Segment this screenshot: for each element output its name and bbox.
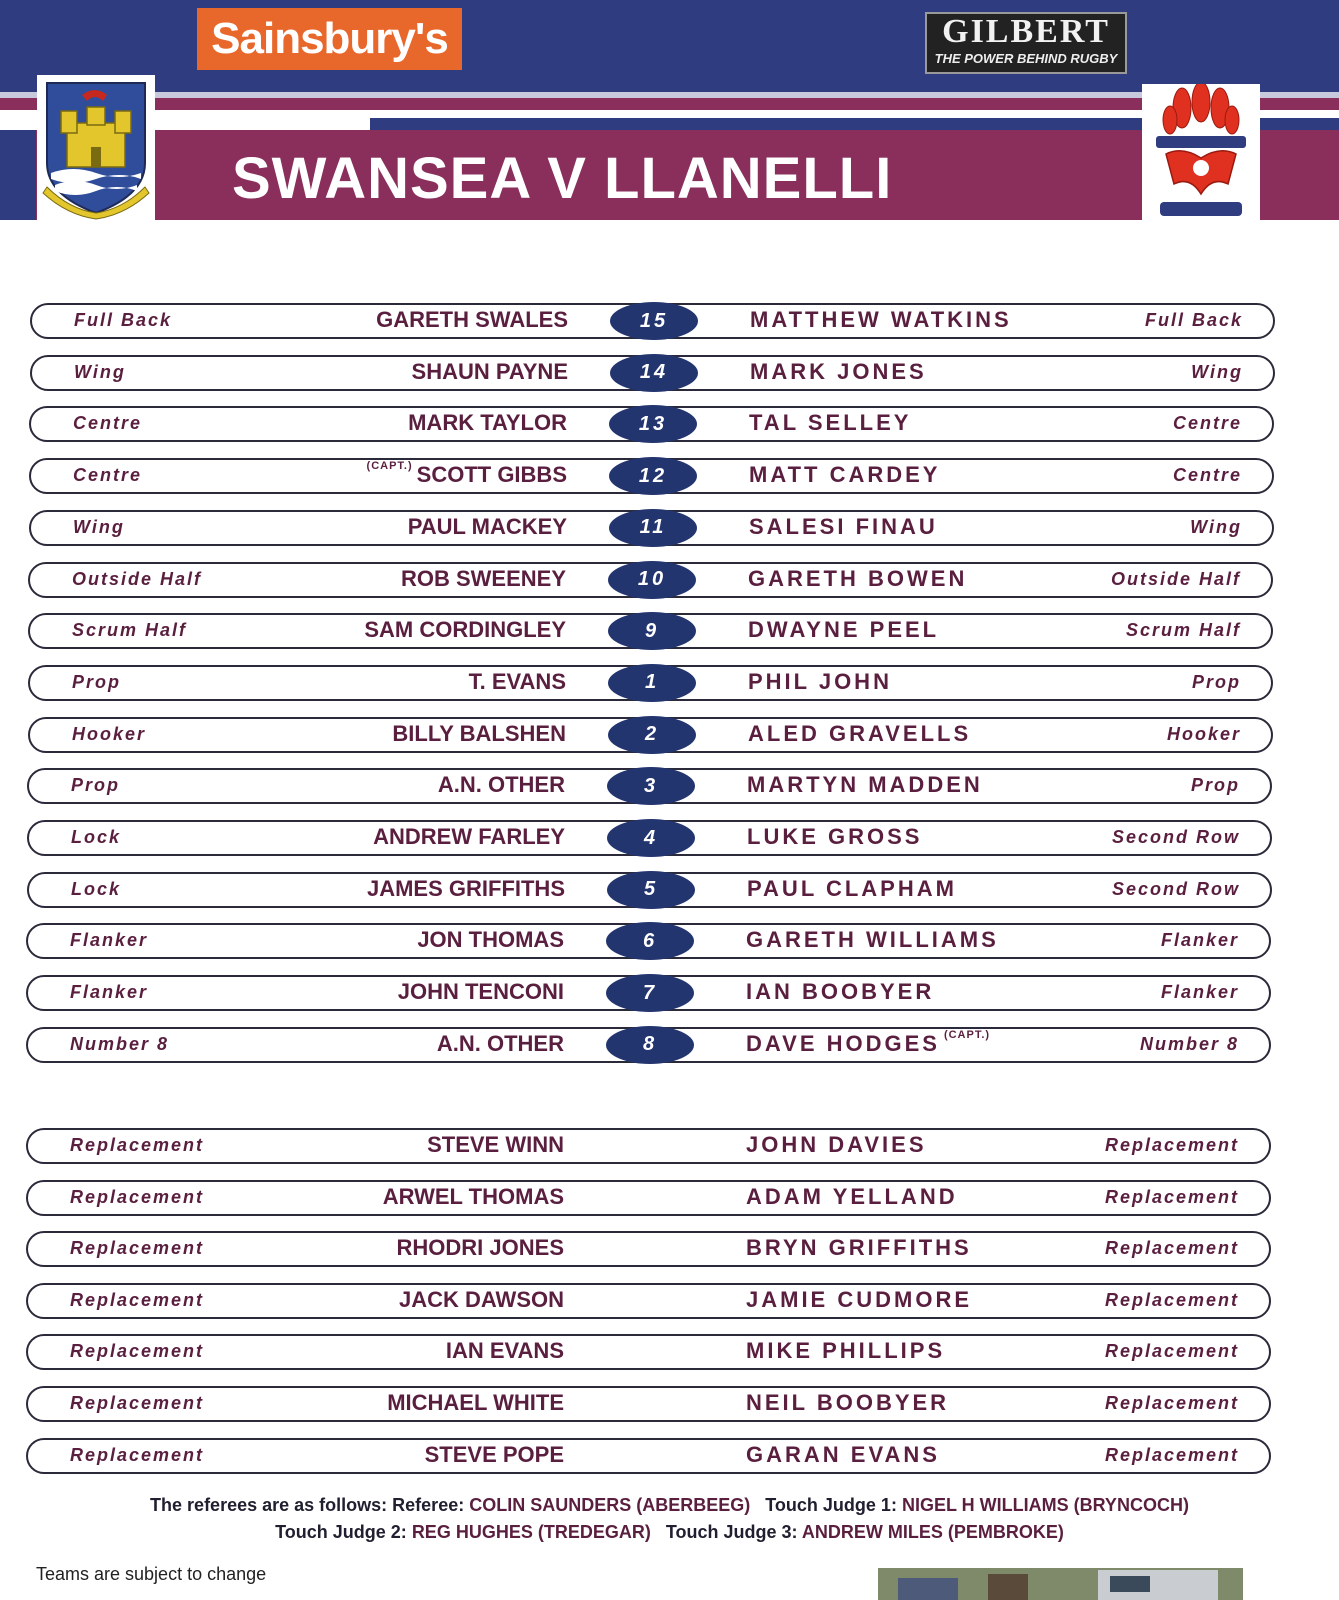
lineup-row (28, 562, 1273, 598)
away-player-text: IAN BOOBYER (746, 979, 935, 1005)
home-player-text: SAM CORDINGLEY (364, 617, 566, 643)
home-player-text: JACK DAWSON (398, 1286, 564, 1312)
shirt-number-badge: 13 (609, 405, 697, 443)
header-edge (0, 130, 36, 220)
home-player-name (399, 1287, 564, 1313)
away-player-name (748, 566, 967, 592)
photo-strip (878, 1568, 1243, 1600)
lineup-row (26, 1027, 1271, 1063)
away-player-text: BRYN GRIFFITHS (746, 1235, 972, 1261)
away-player-text: ALED GRAVELLS (748, 720, 972, 746)
home-player-name (364, 617, 566, 643)
header-stripe (0, 110, 1339, 118)
away-position: Hooker (1166, 723, 1241, 744)
captain-mark: (CAPT.) (943, 1028, 991, 1041)
home-player-name (438, 772, 565, 798)
away-player-text: PAUL CLAPHAM (747, 875, 957, 901)
home-player-text: JON THOMAS (417, 927, 564, 953)
away-player-text: LUKE GROSS (747, 824, 923, 849)
home-player-name (401, 566, 566, 592)
lineup-row (29, 458, 1274, 494)
home-position: Outside Half (72, 568, 203, 589)
away-player-text: PHIL JOHN (748, 668, 892, 694)
away-position: Wing (1190, 516, 1242, 537)
swansea-crest-icon (37, 75, 155, 220)
touch-judge-2-label: Touch Judge 2: (275, 1522, 407, 1542)
away-player-text: MARTYN MADDEN (747, 772, 983, 798)
match-title: SWANSEA V LLANELLI (232, 146, 893, 211)
away-player-name (746, 1442, 940, 1468)
away-player-name (746, 1132, 927, 1158)
home-player-name (408, 410, 567, 436)
touch-judge-1-label: Touch Judge 1: (765, 1495, 897, 1515)
shirt-number-badge: 5 (607, 871, 695, 909)
replacement-row (26, 1128, 1271, 1164)
home-player-name (397, 1235, 564, 1261)
away-position: Replacement (1104, 1341, 1239, 1362)
away-player-name (746, 1028, 994, 1057)
home-player-name (363, 462, 567, 488)
home-position: Replacement (70, 1186, 205, 1207)
shirt-number-badge: 7 (606, 974, 694, 1012)
home-player-text: MARK TAYLOR (408, 410, 567, 436)
away-position: Full Back (1144, 310, 1243, 330)
away-player-name (746, 1390, 949, 1416)
shirt-number-badge: 6 (606, 922, 694, 960)
home-position: Centre (73, 413, 143, 434)
home-player-name (392, 721, 566, 747)
replacement-row (26, 1386, 1271, 1422)
away-player-text: NEIL BOOBYER (746, 1390, 950, 1415)
away-position: Prop (1190, 775, 1240, 796)
replacement-row (26, 1283, 1271, 1319)
home-player-name (367, 876, 565, 902)
home-player-text: ARWEL THOMAS (382, 1183, 564, 1209)
home-position: Wing (74, 361, 126, 382)
home-position: Replacement (70, 1341, 205, 1362)
home-position: Number 8 (70, 1033, 170, 1054)
home-player-name (383, 1184, 564, 1210)
home-position: Prop (72, 671, 122, 692)
home-position: Prop (71, 775, 121, 796)
home-position: Flanker (70, 982, 149, 1003)
away-player-name (747, 876, 957, 902)
away-player-text: GARETH WILLIAMS (746, 927, 999, 953)
home-player-text: IAN EVANS (445, 1338, 564, 1364)
lineup-row (26, 975, 1271, 1011)
away-player-name (746, 1338, 945, 1364)
shirt-number-badge: 10 (608, 561, 696, 599)
away-player-name (749, 514, 938, 540)
footer-note: Teams are subject to change (36, 1564, 267, 1584)
away-position: Replacement (1104, 1238, 1239, 1259)
home-position: Replacement (70, 1135, 205, 1155)
home-player-text: SCOTT GIBBS (416, 462, 567, 488)
home-position: Lock (71, 827, 122, 847)
shirt-number-badge: 3 (607, 767, 695, 805)
home-player-name (469, 669, 566, 695)
away-player-text: MATTHEW WATKINS (750, 307, 1012, 332)
brand-logo (925, 12, 1127, 74)
officials-line-1 (0, 1495, 1339, 1516)
touch-judge-3-label: Touch Judge 3: (665, 1522, 798, 1542)
away-player-text: JOHN DAVIES (746, 1132, 927, 1157)
away-player-name (746, 927, 999, 953)
home-position: Wing (73, 516, 125, 537)
away-player-name (750, 307, 1012, 333)
shirt-number-badge: 15 (610, 302, 698, 340)
lineup-row (27, 768, 1272, 804)
away-player-name (749, 410, 911, 436)
home-position: Full Back (74, 310, 173, 330)
touch-judge-3-name: ANDREW MILES (PEMBROKE) (801, 1522, 1064, 1542)
away-player-text: ADAM YELLAND (746, 1183, 958, 1209)
away-position: Prop (1191, 671, 1241, 692)
away-player-text: DAVE HODGES (746, 1030, 940, 1056)
referee-name: COLIN SAUNDERS (ABERBEEG) (469, 1495, 751, 1515)
brand-name: GILBERT (942, 13, 1110, 50)
away-position: Centre (1172, 413, 1242, 434)
away-player-name (747, 772, 983, 798)
home-position: Replacement (70, 1289, 205, 1310)
home-position: Scrum Half (72, 620, 188, 641)
home-player-name (412, 359, 568, 385)
away-position: Replacement (1104, 1393, 1239, 1413)
away-player-text: TAL SELLEY (749, 410, 912, 436)
home-position: Centre (73, 465, 143, 486)
shirt-number-badge: 12 (609, 457, 697, 495)
away-position: Second Row (1111, 827, 1240, 847)
home-player-name (376, 307, 568, 333)
home-player-text: RHODRI JONES (396, 1235, 564, 1261)
home-position: Replacement (70, 1238, 205, 1259)
sponsor-logo: Sainsbury's (197, 8, 462, 70)
lineup-row (29, 510, 1274, 546)
away-position: Second Row (1111, 878, 1240, 899)
officials-intro: The referees are as follows: (150, 1495, 388, 1515)
home-position: Flanker (70, 930, 149, 951)
replacement-row (26, 1231, 1271, 1267)
away-player-name (748, 669, 892, 695)
home-player-text: GARETH SWALES (376, 307, 568, 332)
away-position: Outside Half (1110, 568, 1241, 589)
away-player-name (747, 824, 922, 850)
away-position: Replacement (1104, 1289, 1239, 1310)
home-player-text: STEVE WINN (427, 1132, 564, 1157)
lineup-row (27, 872, 1272, 908)
replacement-row (26, 1438, 1271, 1474)
shirt-number-badge: 11 (609, 509, 697, 547)
home-player-text: T. EVANS (468, 668, 566, 694)
home-player-text: A.N. OTHER (437, 772, 565, 798)
home-player-name (373, 824, 565, 850)
lineup-row (29, 406, 1274, 442)
replacement-row (26, 1180, 1271, 1216)
header-banner (0, 0, 1339, 225)
away-position: Scrum Half (1125, 620, 1241, 641)
away-player-name (750, 359, 927, 385)
officials-line-2 (0, 1522, 1339, 1543)
shirt-number-badge: 14 (610, 354, 698, 392)
shirt-number-badge: 4 (607, 819, 695, 857)
header-stripe (0, 98, 1339, 110)
away-player-name (749, 462, 940, 488)
lineup-row (28, 613, 1273, 649)
shirt-number-badge: 2 (608, 716, 696, 754)
home-player-name (387, 1390, 564, 1416)
away-player-text: GARETH BOWEN (748, 565, 968, 591)
lineup-row (28, 717, 1273, 753)
home-player-name (408, 514, 567, 540)
llanelli-crest-icon (1142, 84, 1260, 224)
home-player-name (425, 1442, 564, 1468)
lineup-row (28, 665, 1273, 701)
away-player-name (746, 1184, 958, 1210)
away-player-name (748, 721, 971, 747)
home-player-name (427, 1132, 564, 1158)
away-position: Wing (1191, 361, 1243, 382)
shirt-number-badge: 1 (608, 664, 696, 702)
touch-judge-2-name: REG HUGHES (TREDEGAR) (411, 1522, 651, 1542)
home-player-text: JAMES GRIFFITHS (366, 875, 565, 901)
shirt-number-badge: 8 (606, 1026, 694, 1064)
away-position: Replacement (1104, 1135, 1239, 1155)
home-player-name (417, 927, 564, 953)
home-position: Lock (71, 878, 122, 899)
home-player-text: BILLY BALSHEN (392, 720, 566, 746)
home-player-text: MICHAEL WHITE (387, 1390, 564, 1415)
away-player-name (746, 1287, 972, 1313)
away-position: Replacement (1104, 1444, 1239, 1465)
touch-judge-1-name: NIGEL H WILLIAMS (BRYNCOCH) (901, 1495, 1189, 1515)
away-position: Flanker (1160, 930, 1239, 951)
away-player-name (746, 1235, 972, 1261)
brand-tagline: THE POWER BEHIND RUGBY (934, 51, 1118, 66)
away-player-text: JAMIE CUDMORE (746, 1286, 973, 1312)
lineup-row (30, 303, 1275, 339)
replacement-row (26, 1334, 1271, 1370)
home-player-name (437, 1031, 564, 1057)
lineup-row (26, 923, 1271, 959)
away-position: Centre (1172, 465, 1242, 486)
away-player-name (748, 617, 939, 643)
away-player-text: MATT CARDEY (749, 462, 941, 488)
home-player-name (398, 979, 564, 1005)
home-player-text: STEVE POPE (424, 1441, 564, 1467)
home-player-text: A.N. OTHER (436, 1030, 564, 1056)
captain-mark: (CAPT.) (366, 460, 413, 473)
lineup-row (30, 355, 1275, 391)
home-position: Replacement (70, 1393, 205, 1413)
away-position: Flanker (1160, 982, 1239, 1003)
away-player-text: DWAYNE PEEL (748, 617, 940, 643)
away-player-text: MIKE PHILLIPS (746, 1338, 946, 1364)
home-position: Hooker (72, 723, 147, 744)
away-position: Replacement (1104, 1186, 1239, 1207)
away-player-text: SALESI FINAU (749, 513, 938, 539)
home-player-name (446, 1338, 564, 1364)
home-position: Replacement (70, 1444, 205, 1465)
home-player-text: ANDREW FARLEY (373, 824, 565, 849)
home-player-text: SHAUN PAYNE (411, 358, 568, 384)
referee-label: Referee: (392, 1495, 465, 1515)
lineup-row (27, 820, 1272, 856)
home-player-text: PAUL MACKEY (407, 513, 567, 539)
away-player-text: GARAN EVANS (746, 1441, 940, 1467)
away-player-name (746, 979, 934, 1005)
home-player-text: JOHN TENCONI (397, 979, 564, 1005)
away-position: Number 8 (1139, 1033, 1239, 1054)
away-player-text: MARK JONES (750, 358, 927, 384)
home-player-text: ROB SWEENEY (400, 565, 566, 591)
shirt-number-badge: 9 (608, 612, 696, 650)
